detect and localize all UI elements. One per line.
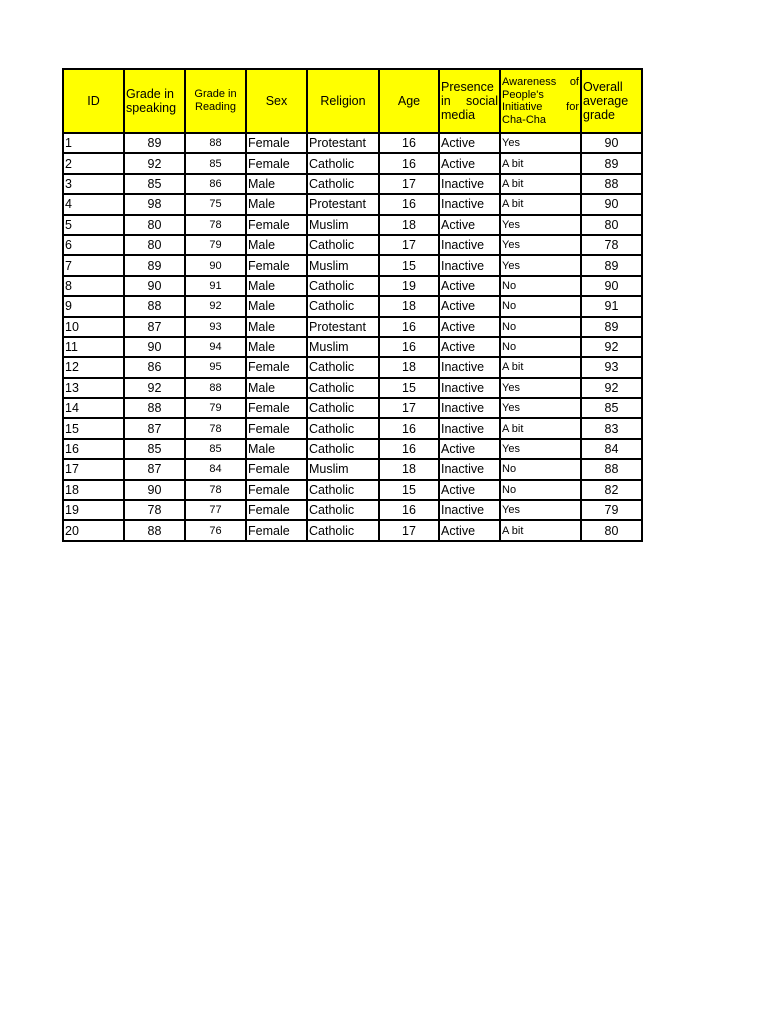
table-row [63, 398, 642, 418]
student-data-table [62, 68, 643, 542]
cell-age[interactable]: 18 [379, 357, 439, 377]
cell-speaking[interactable]: 85 [124, 439, 185, 459]
cell-speaking[interactable]: 90 [124, 276, 185, 296]
cell-id[interactable]: 12 [63, 357, 124, 377]
cell-overall[interactable]: 90 [581, 133, 642, 153]
cell-age[interactable]: 16 [379, 337, 439, 357]
cell-sex[interactable]: Male [246, 378, 307, 398]
cell-id[interactable]: 11 [63, 337, 124, 357]
cell-speaking[interactable]: 86 [124, 357, 185, 377]
cell-presence[interactable]: Inactive [439, 357, 500, 377]
presence-line-3: media [441, 108, 476, 122]
cell-overall[interactable]: 88 [581, 174, 642, 194]
header-overall-average-grade[interactable]: Overall average grade [581, 69, 642, 133]
cell-reading[interactable]: 86 [185, 174, 246, 194]
cell-reading[interactable]: 88 [185, 378, 246, 398]
cell-presence[interactable]: Inactive [439, 418, 500, 438]
cell-religion[interactable]: Catholic [307, 378, 379, 398]
cell-speaking[interactable]: 87 [124, 317, 185, 337]
table-row [63, 378, 642, 398]
cell-age[interactable]: 18 [379, 459, 439, 479]
table-row [63, 480, 642, 500]
cell-age[interactable]: 15 [379, 480, 439, 500]
cell-awareness[interactable]: Yes [500, 378, 581, 398]
cell-age[interactable]: 17 [379, 520, 439, 540]
cell-id[interactable]: 2 [63, 153, 124, 173]
cell-religion[interactable]: Catholic [307, 296, 379, 316]
table-row [63, 439, 642, 459]
cell-presence[interactable]: Active [439, 480, 500, 500]
cell-reading[interactable]: 77 [185, 500, 246, 520]
cell-overall[interactable]: 88 [581, 459, 642, 479]
cell-age[interactable]: 17 [379, 235, 439, 255]
cell-awareness[interactable]: No [500, 296, 581, 316]
cell-presence[interactable]: Active [439, 337, 500, 357]
cell-speaking[interactable]: 90 [124, 480, 185, 500]
cell-id[interactable]: 14 [63, 398, 124, 418]
cell-religion[interactable]: Protestant [307, 317, 379, 337]
table-row [63, 153, 642, 173]
cell-presence[interactable]: Inactive [439, 500, 500, 520]
presence-word-in: in [441, 94, 451, 108]
cell-id[interactable]: 16 [63, 439, 124, 459]
table-row [63, 317, 642, 337]
cell-awareness[interactable]: No [500, 459, 581, 479]
cell-id[interactable]: 17 [63, 459, 124, 479]
cell-overall[interactable]: 79 [581, 500, 642, 520]
cell-reading[interactable]: 95 [185, 357, 246, 377]
cell-awareness[interactable]: Yes [500, 255, 581, 275]
cell-presence[interactable]: Inactive [439, 235, 500, 255]
presence-line-1: Presence [441, 80, 494, 94]
cell-awareness[interactable]: A bit [500, 357, 581, 377]
awareness-word-awareness: Awareness [502, 76, 557, 88]
cell-reading[interactable]: 78 [185, 418, 246, 438]
cell-overall[interactable]: 92 [581, 378, 642, 398]
header-presence-social-media[interactable] [439, 69, 500, 133]
cell-religion[interactable]: Catholic [307, 398, 379, 418]
cell-speaking[interactable]: 88 [124, 296, 185, 316]
cell-reading[interactable]: 92 [185, 296, 246, 316]
header-grade-reading[interactable]: Grade in Reading [185, 69, 246, 133]
cell-sex[interactable]: Male [246, 317, 307, 337]
cell-age[interactable]: 17 [379, 398, 439, 418]
cell-overall[interactable]: 82 [581, 480, 642, 500]
cell-awareness[interactable]: No [500, 317, 581, 337]
cell-presence[interactable]: Active [439, 276, 500, 296]
cell-religion[interactable]: Protestant [307, 133, 379, 153]
cell-awareness[interactable]: Yes [500, 398, 581, 418]
awareness-word-initiative: Initiative [502, 101, 543, 113]
cell-speaking[interactable]: 78 [124, 500, 185, 520]
cell-sex[interactable]: Male [246, 174, 307, 194]
cell-speaking[interactable]: 87 [124, 459, 185, 479]
cell-sex[interactable]: Male [246, 337, 307, 357]
cell-id[interactable]: 6 [63, 235, 124, 255]
header-awareness[interactable] [500, 69, 581, 133]
cell-sex[interactable]: Female [246, 398, 307, 418]
cell-sex[interactable]: Male [246, 235, 307, 255]
cell-age[interactable]: 16 [379, 439, 439, 459]
cell-sex[interactable]: Female [246, 480, 307, 500]
cell-reading[interactable]: 93 [185, 317, 246, 337]
cell-age[interactable]: 16 [379, 153, 439, 173]
cell-sex[interactable]: Male [246, 439, 307, 459]
table-row [63, 194, 642, 214]
cell-speaking[interactable]: 88 [124, 520, 185, 540]
table-row [63, 255, 642, 275]
cell-reading[interactable]: 85 [185, 439, 246, 459]
cell-age[interactable]: 16 [379, 500, 439, 520]
cell-id[interactable]: 9 [63, 296, 124, 316]
cell-presence[interactable]: Active [439, 296, 500, 316]
presence-line-2 [441, 94, 498, 108]
cell-sex[interactable]: Female [246, 459, 307, 479]
cell-religion[interactable]: Catholic [307, 439, 379, 459]
cell-sex[interactable]: Male [246, 194, 307, 214]
cell-id[interactable]: 15 [63, 418, 124, 438]
cell-reading[interactable]: 78 [185, 215, 246, 235]
table-row [63, 174, 642, 194]
cell-speaking[interactable]: 92 [124, 378, 185, 398]
awareness-line-1 [502, 76, 579, 89]
cell-age[interactable]: 16 [379, 133, 439, 153]
table-body [63, 133, 642, 541]
cell-religion[interactable]: Muslim [307, 215, 379, 235]
awareness-word-of: of [569, 76, 579, 88]
cell-religion[interactable]: Catholic [307, 418, 379, 438]
cell-reading[interactable]: 85 [185, 153, 246, 173]
table-row [63, 337, 642, 357]
cell-awareness[interactable]: Yes [500, 235, 581, 255]
cell-overall[interactable]: 90 [581, 194, 642, 214]
cell-religion[interactable]: Muslim [307, 459, 379, 479]
cell-id[interactable]: 10 [63, 317, 124, 337]
cell-awareness[interactable]: A bit [500, 153, 581, 173]
cell-overall[interactable]: 80 [581, 520, 642, 540]
cell-id[interactable]: 8 [63, 276, 124, 296]
cell-reading[interactable]: 91 [185, 276, 246, 296]
header-grade-speaking[interactable]: Grade in speaking [124, 69, 185, 133]
cell-speaking[interactable]: 89 [124, 133, 185, 153]
cell-presence[interactable]: Active [439, 153, 500, 173]
cell-speaking[interactable]: 98 [124, 194, 185, 214]
cell-presence[interactable]: Inactive [439, 378, 500, 398]
cell-overall[interactable]: 85 [581, 398, 642, 418]
cell-overall[interactable]: 80 [581, 215, 642, 235]
cell-overall[interactable]: 90 [581, 276, 642, 296]
header-row [63, 69, 642, 133]
cell-overall[interactable]: 89 [581, 255, 642, 275]
cell-id[interactable]: 1 [63, 133, 124, 153]
header-id[interactable]: ID [63, 69, 124, 133]
cell-religion[interactable]: Catholic [307, 235, 379, 255]
table-row [63, 418, 642, 438]
cell-presence[interactable]: Inactive [439, 255, 500, 275]
cell-religion[interactable]: Protestant [307, 194, 379, 214]
table-row [63, 133, 642, 153]
cell-reading[interactable]: 79 [185, 235, 246, 255]
awareness-word-for: for [566, 101, 579, 113]
table-row [63, 357, 642, 377]
cell-overall[interactable]: 78 [581, 235, 642, 255]
cell-sex[interactable]: Male [246, 296, 307, 316]
cell-reading[interactable]: 94 [185, 337, 246, 357]
table-row [63, 276, 642, 296]
cell-age[interactable]: 18 [379, 215, 439, 235]
cell-speaking[interactable]: 88 [124, 398, 185, 418]
cell-presence[interactable]: Active [439, 215, 500, 235]
cell-awareness[interactable]: Yes [500, 215, 581, 235]
cell-overall[interactable]: 83 [581, 418, 642, 438]
cell-overall[interactable]: 89 [581, 153, 642, 173]
cell-awareness[interactable]: Yes [500, 133, 581, 153]
cell-overall[interactable]: 92 [581, 337, 642, 357]
cell-reading[interactable]: 76 [185, 520, 246, 540]
cell-religion[interactable]: Catholic [307, 276, 379, 296]
cell-age[interactable]: 15 [379, 255, 439, 275]
cell-age[interactable]: 16 [379, 418, 439, 438]
cell-sex[interactable]: Female [246, 255, 307, 275]
table-row [63, 215, 642, 235]
cell-sex[interactable]: Male [246, 276, 307, 296]
cell-awareness[interactable]: Yes [500, 500, 581, 520]
cell-reading[interactable]: 79 [185, 398, 246, 418]
cell-sex[interactable]: Female [246, 133, 307, 153]
cell-age[interactable]: 19 [379, 276, 439, 296]
cell-sex[interactable]: Female [246, 153, 307, 173]
table-row [63, 296, 642, 316]
cell-reading[interactable]: 75 [185, 194, 246, 214]
cell-presence[interactable]: Active [439, 439, 500, 459]
cell-speaking[interactable]: 89 [124, 255, 185, 275]
cell-age[interactable]: 15 [379, 378, 439, 398]
cell-age[interactable]: 18 [379, 296, 439, 316]
cell-religion[interactable]: Catholic [307, 174, 379, 194]
cell-age[interactable]: 16 [379, 317, 439, 337]
cell-sex[interactable]: Female [246, 357, 307, 377]
cell-id[interactable]: 13 [63, 378, 124, 398]
presence-word-social: social [466, 94, 498, 108]
awareness-line-3 [502, 101, 579, 114]
cell-overall[interactable]: 93 [581, 357, 642, 377]
cell-overall[interactable]: 84 [581, 439, 642, 459]
table-row [63, 459, 642, 479]
cell-id[interactable]: 4 [63, 194, 124, 214]
cell-id[interactable]: 3 [63, 174, 124, 194]
cell-id[interactable]: 18 [63, 480, 124, 500]
cell-religion[interactable]: Muslim [307, 255, 379, 275]
cell-religion[interactable]: Catholic [307, 500, 379, 520]
cell-presence[interactable]: Active [439, 317, 500, 337]
cell-age[interactable]: 17 [379, 174, 439, 194]
spreadsheet [62, 68, 643, 542]
cell-reading[interactable]: 78 [185, 480, 246, 500]
awareness-line-2: People's [502, 88, 544, 101]
cell-speaking[interactable]: 92 [124, 153, 185, 173]
cell-awareness[interactable]: A bit [500, 194, 581, 214]
cell-presence[interactable]: Inactive [439, 398, 500, 418]
cell-id[interactable]: 19 [63, 500, 124, 520]
awareness-line-4: Cha-Cha [502, 113, 547, 126]
cell-age[interactable]: 16 [379, 194, 439, 214]
cell-reading[interactable]: 84 [185, 459, 246, 479]
cell-speaking[interactable]: 80 [124, 235, 185, 255]
cell-presence[interactable]: Inactive [439, 174, 500, 194]
table-row [63, 520, 642, 540]
cell-id[interactable]: 5 [63, 215, 124, 235]
header-religion[interactable]: Religion [307, 69, 379, 133]
cell-awareness[interactable]: A bit [500, 174, 581, 194]
cell-overall[interactable]: 91 [581, 296, 642, 316]
cell-overall[interactable]: 89 [581, 317, 642, 337]
cell-religion[interactable]: Catholic [307, 520, 379, 540]
cell-speaking[interactable]: 90 [124, 337, 185, 357]
cell-religion[interactable]: Catholic [307, 357, 379, 377]
cell-reading[interactable]: 88 [185, 133, 246, 153]
cell-religion[interactable]: Catholic [307, 480, 379, 500]
cell-sex[interactable]: Female [246, 215, 307, 235]
table-row [63, 500, 642, 520]
cell-presence[interactable]: Active [439, 133, 500, 153]
table-row [63, 235, 642, 255]
cell-sex[interactable]: Female [246, 418, 307, 438]
cell-religion[interactable]: Catholic [307, 153, 379, 173]
cell-awareness[interactable]: A bit [500, 418, 581, 438]
cell-id[interactable]: 7 [63, 255, 124, 275]
cell-speaking[interactable]: 87 [124, 418, 185, 438]
header-age[interactable]: Age [379, 69, 439, 133]
cell-speaking[interactable]: 85 [124, 174, 185, 194]
cell-speaking[interactable]: 80 [124, 215, 185, 235]
cell-id[interactable]: 20 [63, 520, 124, 540]
cell-sex[interactable]: Female [246, 520, 307, 540]
header-sex[interactable]: Sex [246, 69, 307, 133]
cell-awareness[interactable]: No [500, 480, 581, 500]
cell-awareness[interactable]: No [500, 337, 581, 357]
cell-awareness[interactable]: A bit [500, 520, 581, 540]
cell-awareness[interactable]: No [500, 276, 581, 296]
cell-presence[interactable]: Inactive [439, 194, 500, 214]
cell-religion[interactable]: Muslim [307, 337, 379, 357]
cell-reading[interactable]: 90 [185, 255, 246, 275]
cell-presence[interactable]: Inactive [439, 459, 500, 479]
cell-awareness[interactable]: Yes [500, 439, 581, 459]
cell-sex[interactable]: Female [246, 500, 307, 520]
cell-presence[interactable]: Active [439, 520, 500, 540]
